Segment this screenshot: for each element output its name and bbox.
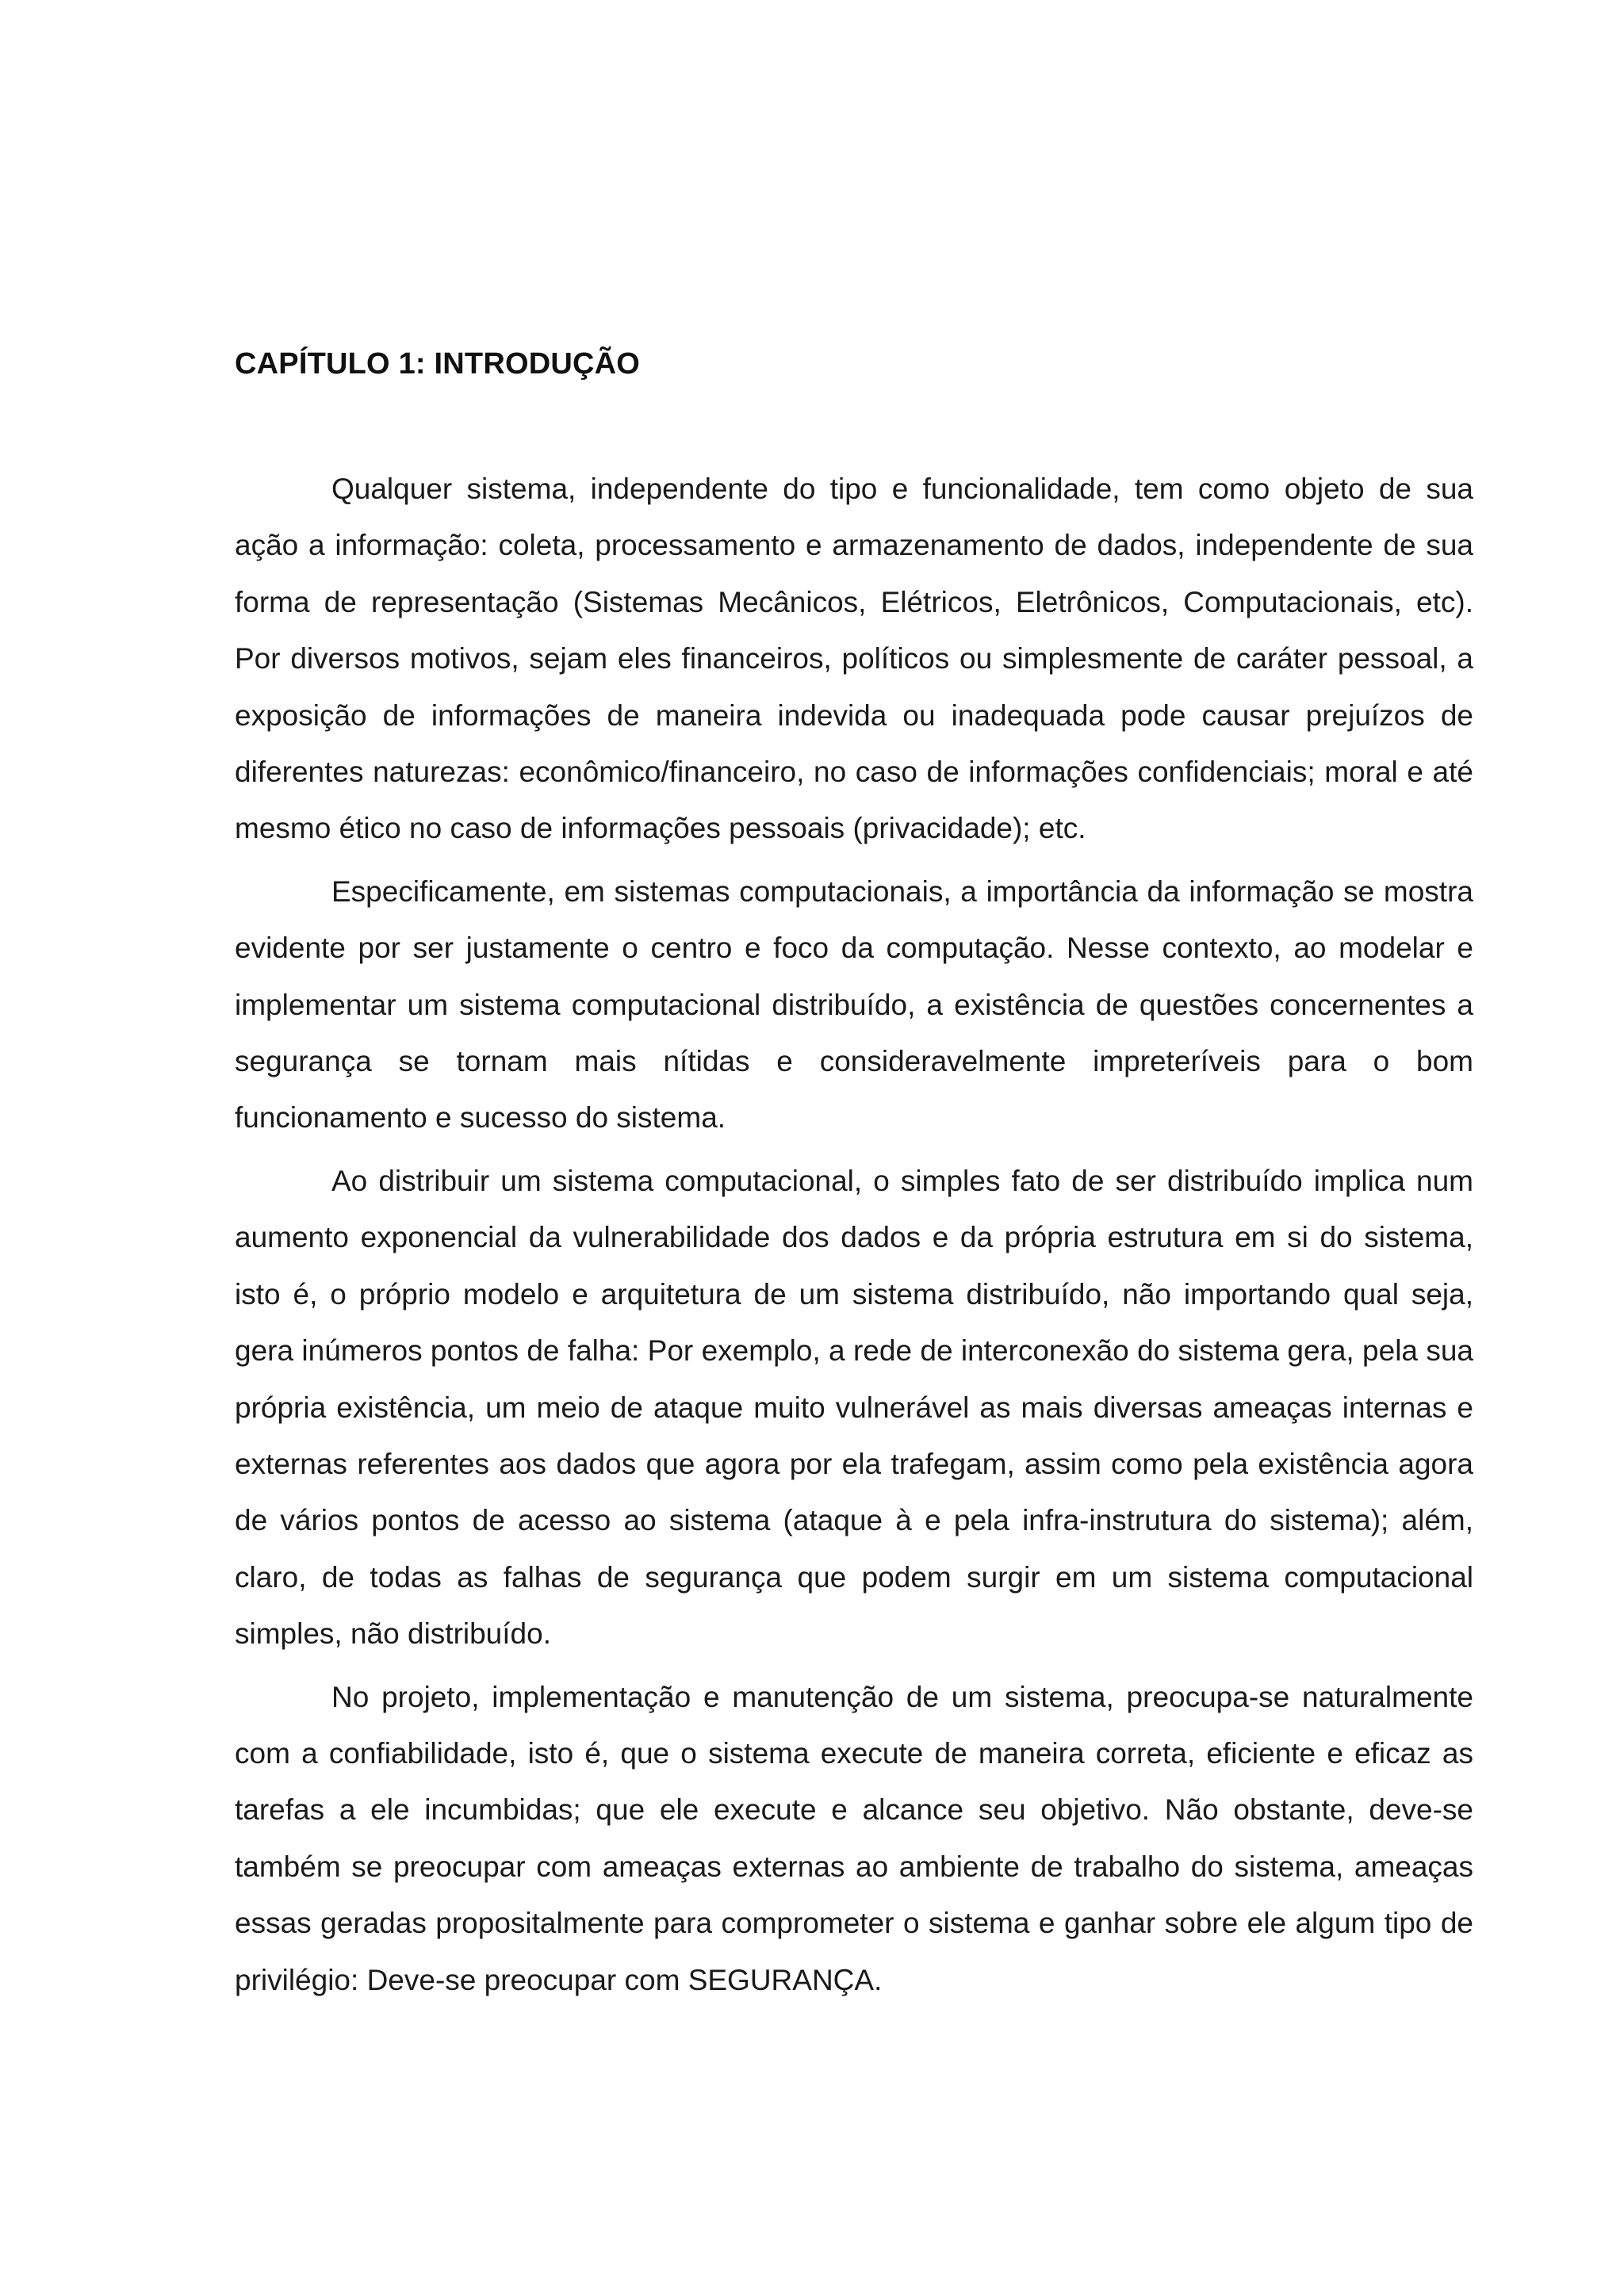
paragraph-1: Qualquer sistema, independente do tipo e funcionalidade, tem como objeto de sua ação a informação: coleta, processamento e armazenamento de dados, independente de sua forma de representação (Sistemas Mecânicos, Elétricos, Eletrônicos, Computacionais, etc). Por diversos motivos, sejam eles financeiros, políticos ou simplesmente de caráter pessoal, a exposição de informações de maneira indevida ou inadequada pode causar prejuízos de diferentes naturezas: econômico/financeiro, no caso de informações confidenciais; moral e até mesmo ético no caso de informações pessoais (privacidade); etc. bbox=[235, 473, 1473, 845]
paragraph-3: Ao distribuir um sistema computacional, o simples fato de ser distribuído implica num aumento exponencial da vulnerabilidade dos dados e da própria estrutura em si do sistema, isto é, o próprio modelo e arquitetura de um sistema distribuído, não importando qual seja, gera inúmeros pontos de falha: Por exemplo, a rede de interconexão do sistema gera, pela sua própria existência, um meio de ataque muito vulnerável as mais diversas ameaças internas e externas referentes aos dados que agora por ela trafegam, assim como pela existência agora de vários pontos de acesso ao sistema (ataque à e pela infra-instrutura do sistema); além, claro, de todas as falhas de segurança que podem surgir em um sistema computacional simples, não distribuído. bbox=[235, 1164, 1473, 1651]
page-content bbox=[235, 342, 1473, 2015]
body-text bbox=[235, 461, 1473, 2008]
paragraph-2: Especificamente, em sistemas computacionais, a importância da informação se mostra evidente por ser justamente o centro e foco da computação. Nesse contexto, ao modelar e implementar um sistema computacional distribuído, a existência de questões concernentes a segurança se tornam mais nítidas e consideravelmente impreteríveis para o bom funcionamento e sucesso do sistema. bbox=[235, 874, 1473, 1135]
chapter-title: CAPÍTULO 1: INTRODUÇÃO bbox=[235, 347, 641, 381]
paragraph-4: No projeto, implementação e manutenção de um sistema, preocupa-se naturalmente com a confiabilidade, isto é, que o sistema execute de maneira correta, eficiente e eficaz as tarefas a ele incumbidas; que ele execute e alcance seu objetivo. Não obstante, deve-se também se preocupar com ameaças externas ao ambiente de trabalho do sistema, ameaças essas geradas propositalmente para comprometer o sistema e ganhar sobre ele algum tipo de privilégio: Deve-se preocupar com SEGURANÇA. bbox=[235, 1680, 1473, 1996]
